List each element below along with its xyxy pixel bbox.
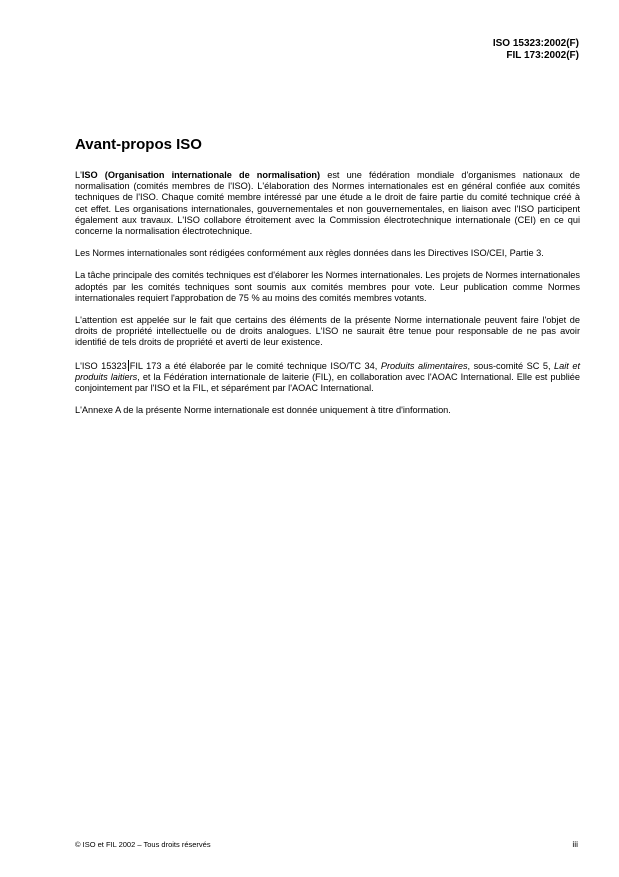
paragraph-directives: Les Normes internationales sont rédigées conformément aux règles données dans les Directives ISO/CEI, Partie 3. [75,248,544,259]
paragraph-preparation [75,360,580,395]
paragraph-iso-definition [75,170,580,237]
p1-bold-term: ISO (Organisation internationale de normalisation) [81,170,321,180]
page-title: Avant-propos ISO [75,136,202,153]
p1-rest: est une fédération mondiale d'organismes nationaux de normalisation (comités membres de l'ISO). L'élaboration des Normes internationales est en général confiée aux comités techniques de l'ISO. Chaque comité membre intéressé par une étude a le droit de faire partie du comité technique créé à cet effet. Les organisations internationales, gouvernementales et non gouvernementales, en liaison avec l'ISO participent également aux travaux. L'ISO collabore étroitement avec la Commission électrotechnique internationale (CEI) en ce qui concerne la normalisation électrotechnique. [75,170,580,237]
p1-lead: L' [75,170,82,180]
foreword-body [75,170,580,427]
separator-bar [128,360,129,371]
p5-part4: , et la Fédération internationale de laiterie (FIL), en collaboration avec l'AOAC International. Elle est publiée conjointement par l'ISO et la FIL, et séparément par l'AOAC International. [75,371,580,394]
p5-italic-food-products: Produits alimentaires [380,360,468,371]
p5-part1: L'ISO 15323 [75,360,127,371]
footer-page-number: iii [572,839,578,849]
doc-id-fil: FIL 173:2002(F) [506,50,579,61]
p5-part2: FIL 173 a été élaborée par le comité technique ISO/TC 34, [129,360,381,371]
paragraph-technical-committees: La tâche principale des comités techniques est d'élaborer les Normes internationales. Les projets de Normes internationales adoptés par les comités techniques sont soumis aux comités membres pour vote. Leur publication comme Normes internationales requiert l'approbation de 75 % au moins des comités membres votants. [75,270,580,303]
paragraph-patent-rights: L'attention est appelée sur le fait que certains des éléments de la présente Norme internationale peuvent faire l'objet de droits de propriété intellectuelle ou de droits analogues. L'ISO ne saurait être tenue pour responsable de ne pas avoir identifié de tels droits de propriété et averti de leur existence. [75,315,580,348]
document-identifier [493,38,579,62]
p5-part3: , sous-comité SC 5, [467,360,555,371]
doc-id-iso: ISO 15323:2002(F) [492,38,579,49]
footer-copyright: © ISO et FIL 2002 – Tous droits réservés [75,840,211,849]
p5-italic-milk-products: Lait et produits laitiers [75,360,581,382]
paragraph-annex: L'Annexe A de la présente Norme internationale est donnée uniquement à titre d'information. [75,405,451,416]
